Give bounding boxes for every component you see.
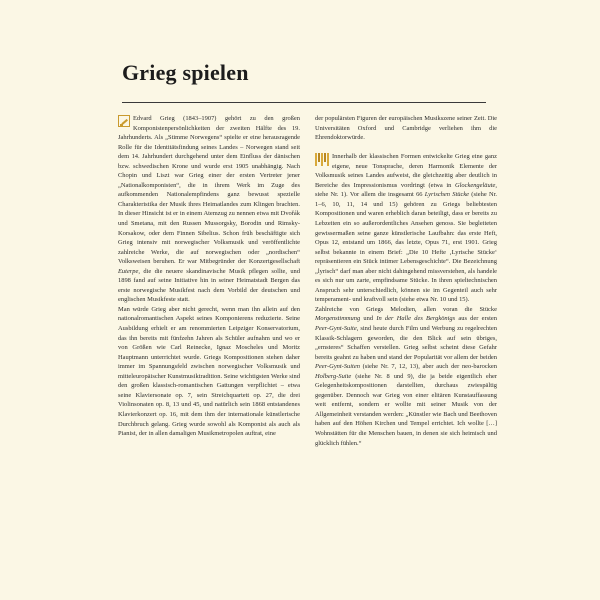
piano-keys-icon [315, 153, 329, 166]
paragraph-gap [315, 143, 497, 153]
right-column [315, 114, 497, 448]
right-paragraph-2: Innerhalb der klassischen Formen entwickelte Grieg eine ganz eigene, neue Tonsprache, deren Harmonik Elemente der Volksmusik seines Landes aufweist, die gleichzeitig aber deutlich in Bereiche des Impressionismus vordringt (etwa in Glockengeläute, siehe Nr. 1). Vor allem die insgesamt 66 Lyrischen Stücke (siehe Nr. 1–6, 10, 11, 14 und 15) gehören zu Griegs beliebtesten Kompositionen und waren erheblich daran beteiligt, dass er bereits zu Lebzeiten ein so außerordentliches Ansehen genoss. Sie begleiteten gewissermaßen seine ganze künstlerische Laufbahn: das erste Heft, Opus 12, entstand um 1866, das letzte, Opus 71, erst 1901. Grieg selbst bekannte in einem Brief: „Die 10 Hefte ‚Lyrische Stücke‘ repräsentieren ein Stück intimer Lebensgeschichte“. Die Bezeichnung „lyrisch“ darf man aber nicht dahingehend missverstehen, als handele es sich nur um zarte, empfindsame Stücke. In ihren spieltechnischen Anspruch sehr unterschiedlich, können sie im Gegenteil auch sehr temperament- und kraftvoll sein (siehe etwa Nr. 10 und 15). [315, 153, 497, 304]
right-paragraph-3: Zahlreiche von Griegs Melodien, allen voran die Stücke Morgenstimmung und In der Halle des Bergkönigs aus der ersten Peer-Gynt-Suite, sind heute durch Film und Werbung zu regelrechten Klassik-Schlagern geworden, die den Blick auf sein übriges, „ernsteres“ Schaffen verstellen. Grieg selbst scheint diese Gefahr bereits geahnt zu haben und stand der Popularität vor allem der beiden Peer-Gynt-Suiten (siehe Nr. 7, 12, 13), aber auch der neo-barocken Holberg-Suite (siehe Nr. 8 und 9), die ja beide eigentlich eher Gelegenheitskompositionen darstellten, durchaus zwiespältig gegenüber. Dennoch war Grieg von einer elitären Kunstauffassung weit entfernt, sondern er wollte mit seiner Musik von der Allgemeinheit verstanden werden: „Künstler wie Bach und Beethoven haben auf den Höhen Kirchen und Tempel errichtet. Ich wollte […] Wohnstätten für die Menschen bauen, in denen sie sich heimisch und glücklich fühlen.“ [315, 305, 497, 447]
right-paragraph-1: der populärsten Figuren der europäischen Musikszene seiner Zeit. Die Universitäten Oxford und Cambridge verliehen ihm die Ehrendoktorwürde. [315, 115, 497, 142]
left-paragraph-2: Man würde Grieg aber nicht gerecht, wenn man ihn allein auf den nationalromantischen Aspekt seines Komponierens reduzierte. Seine Ausbildung erhielt er am renommierten Leipziger Konservatorium, das ihn bereits mit fünfzehn Jahren als Schüler aufnahm und wo er von Größen wie Carl Reinecke, Ignaz Moscheles und Moritz Hauptmann unterrichtet wurde. Griegs Kompositionen stehen daher immer im Spannungsfeld zwischen norwegischer Volksmusik und mitteleuropäischer Kunstmusiktradition. Seine wichtigsten Werke sind den großen klassisch-romantischen Gattungen verpflichtet – etwa seine Klaviersonate op. 7, sein Streichquartett op. 27, die drei Violinsonaten op. 8, 13 und 45, und natürlich sein 1868 entstandenes Klavierkonzert op. 16, mit dem ihm der internationale künstlerische Durchbruch gelang. Grieg wurde sowohl als Komponist als auch als Pianist, der in allen damaligen Musikmetropolen auftrat, eine [118, 305, 300, 438]
page-title: Grieg spielen [122, 60, 249, 85]
pen-icon [118, 115, 130, 127]
title-rule [122, 102, 486, 103]
left-column [118, 114, 300, 439]
left-paragraph-1: Edvard Grieg (1843–1907) gehört zu den großen Komponistenpersönlichkeiten der zweiten Hälfte des 19. Jahrhunderts. Als „Stimme Norwegens“ spielte er eine herausragende Rolle für die Identitätsfindung seines Landes – Norwegen stand seit dem 14. Jahrhundert durchgehend unter dem Einfluss der dänischen bzw. schwedischen Krone und wurde erst 1905 unabhängig. Nach Chopin und Liszt war Grieg einer der ersten Vertreter jener „Nationalkomponisten“, die in ihrem Werk im Zuge des aufkommenden Nationalempfindens ganz bewusst spezielle Charakteristika der Musik ihres Heimatlandes zum Klingen brachten. In dieser Hinsicht ist er in einem Atemzug zu nennen etwa mit Dvořák und Smetana, mit den Russen Mussorgsky, Borodin und Rimsky-Korsakow, oder dem Finnen Sibelius. Schon früh beschäftigte sich Grieg intensiv mit norwegischer Volksmusik und veröffentlichte zahlreiche Werke, die auf norwegischen oder „nordischen“ Volksweisen beruhen. Er war Mitbegründer der Konzertgesellschaft Euterpe, die die neuere skandinavische Musik pflegen sollte, und 1898 fand auf seine Initiative hin in seiner Heimatstadt Bergen das erste norwegische Musikfest nach dem Vorbild der deutschen und englischen Musikfeste statt. [118, 115, 300, 304]
